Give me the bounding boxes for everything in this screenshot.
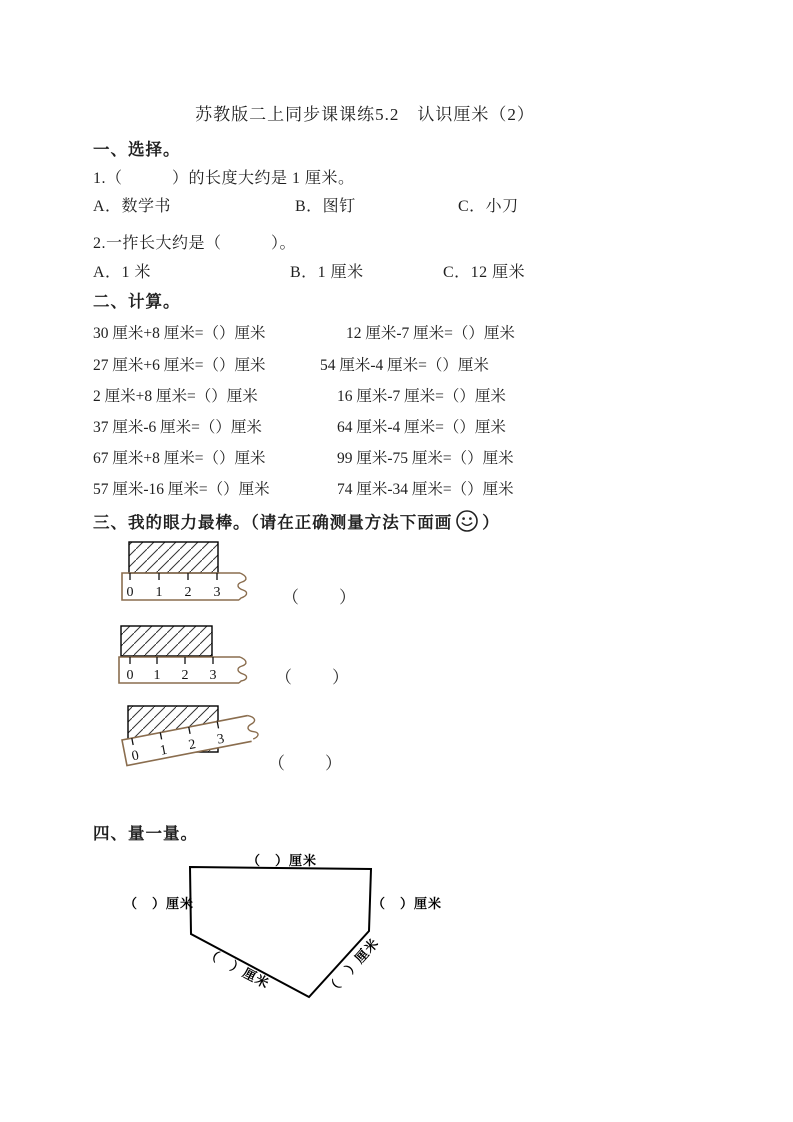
smiley-face-icon — [455, 509, 479, 533]
question-2-option-a: A．1 米 — [93, 264, 152, 281]
figure-3-answer-blank: （ ） — [268, 754, 344, 773]
tick-label: 0 — [126, 668, 134, 683]
calc-expression: 37 厘米-6 厘米=（）厘米 — [93, 419, 262, 436]
calc-row — [93, 477, 713, 497]
calc-expression: 57 厘米-16 厘米=（）厘米 — [93, 481, 270, 498]
ruler-body — [122, 573, 240, 600]
calc-expression: 54 厘米-4 厘米=（）厘米 — [320, 357, 489, 374]
calc-expression: 16 厘米-7 厘米=（）厘米 — [337, 388, 506, 405]
pentagon-bottom-left-label: （ ）厘米 — [203, 945, 272, 992]
question-1-option-a: A．数学书 — [93, 198, 172, 215]
calc-expression: 67 厘米+8 厘米=（）厘米 — [93, 450, 266, 467]
tick-label: 1 — [153, 668, 161, 683]
question-1-option-b: B．图钉 — [295, 198, 356, 215]
tick-label: 2 — [187, 737, 198, 754]
calc-expression: 64 厘米-4 厘米=（）厘米 — [337, 419, 506, 436]
ruler-torn-edge — [238, 657, 247, 683]
calc-expression: 99 厘米-75 厘米=（）厘米 — [337, 450, 514, 467]
calc-row — [93, 353, 713, 373]
ruler-ticks — [130, 657, 213, 664]
calc-row — [93, 321, 713, 341]
section3-heading-text: 三、我的眼力最棒。（请在正确测量方法下面画 — [93, 513, 453, 532]
calc-row — [93, 384, 713, 404]
ruler-body — [119, 657, 240, 683]
tick-label: 2 — [184, 585, 192, 600]
section4-heading: 四、量一量。 — [93, 824, 198, 843]
tick-label: 2 — [181, 668, 189, 683]
question-1: 1.（ ）的长度大约是 1 厘米。 — [93, 170, 355, 187]
question-2: 2.一拃长大约是（ ）。 — [93, 235, 297, 252]
tick-label: 3 — [213, 585, 221, 600]
calc-expression: 27 厘米+6 厘米=（）厘米 — [93, 357, 266, 374]
figure-1-answer-blank: （ ） — [282, 588, 358, 607]
page-title: 苏教版二上同步课课练5.2 认识厘米（2） — [195, 105, 535, 124]
measured-object — [121, 626, 212, 656]
pentagon-top-label: （ ）厘米 — [246, 853, 317, 868]
calc-expression: 30 厘米+8 厘米=（）厘米 — [93, 325, 266, 342]
pentagon-right-label: （ ）厘米 — [372, 896, 443, 911]
tick-label: 3 — [209, 668, 217, 683]
calc-row — [93, 446, 713, 466]
tick-label: 1 — [158, 742, 169, 759]
calc-expression: 12 厘米-7 厘米=（）厘米 — [346, 325, 515, 342]
calc-expression: 74 厘米-34 厘米=（）厘米 — [337, 481, 514, 498]
pentagon-shape — [180, 857, 385, 1002]
ruler-ticks — [130, 573, 217, 580]
ruler-torn-edge — [238, 573, 247, 600]
tick-label: 0 — [126, 585, 134, 600]
question-2-option-b: B．1 厘米 — [290, 264, 364, 281]
section1-heading: 一、选择。 — [93, 140, 181, 159]
tick-label: 3 — [215, 731, 226, 748]
calc-row — [93, 415, 713, 435]
pentagon-bottom-right-label: （ ）厘米 — [323, 935, 382, 998]
section2-heading: 二、计算。 — [93, 292, 181, 311]
tick-label: 0 — [130, 748, 141, 765]
question-1-option-c: C．小刀 — [458, 198, 519, 215]
measured-object — [129, 542, 218, 573]
section3-heading-close: ） — [482, 513, 500, 532]
figure-2-answer-blank: （ ） — [275, 668, 351, 687]
section3-heading — [93, 509, 500, 533]
question-2-option-c: C．12 厘米 — [443, 264, 526, 281]
tick-label: 1 — [155, 585, 163, 600]
calc-expression: 2 厘米+8 厘米=（）厘米 — [93, 388, 258, 405]
pentagon-left-label: （ ）厘米 — [124, 896, 195, 911]
